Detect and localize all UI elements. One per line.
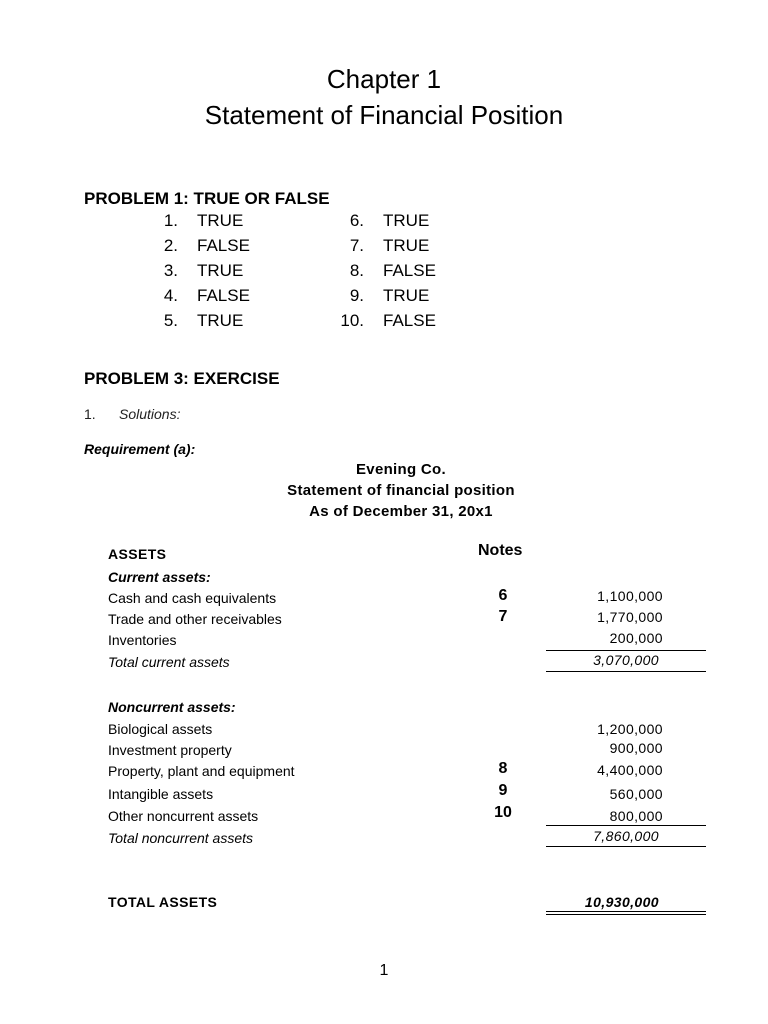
double-underline-top xyxy=(546,911,706,912)
line-item-label: Cash and cash equivalents xyxy=(108,590,277,606)
line-item-label: Trade and other receivables xyxy=(108,611,282,627)
total-rule xyxy=(546,846,706,847)
answer-value: TRUE xyxy=(197,311,244,330)
problem3-heading: PROBLEM 3: EXERCISE xyxy=(84,369,280,388)
line-item-label: Other noncurrent assets xyxy=(108,808,259,824)
line-item-label: Inventories xyxy=(108,632,177,648)
solution-item-number: 1. xyxy=(84,406,96,422)
line-item-label: Property, plant and equipment xyxy=(108,763,295,779)
answer-number: 2. xyxy=(163,236,178,255)
line-item-label: Investment property xyxy=(108,742,232,758)
total-noncurrent-assets-label: Total noncurrent assets xyxy=(108,830,254,846)
line-item-amount: 560,000 xyxy=(609,786,663,802)
answer-value: FALSE xyxy=(383,261,436,280)
answer-value: FALSE xyxy=(197,236,250,255)
company-name: Evening Co. xyxy=(356,461,446,478)
line-item-amount: 200,000 xyxy=(609,630,663,646)
chapter-heading: Chapter 1 xyxy=(326,64,442,94)
subtotal-rule xyxy=(546,825,706,826)
answer-number: 7. xyxy=(349,236,364,255)
solutions-label: Solutions: xyxy=(119,406,181,422)
answer-value: TRUE xyxy=(383,236,430,255)
note-reference: 6 xyxy=(498,587,508,604)
page-number: 1 xyxy=(379,962,389,979)
answer-value: FALSE xyxy=(197,286,250,305)
problem1-heading: PROBLEM 1: TRUE OR FALSE xyxy=(84,189,330,208)
line-item-amount: 1,200,000 xyxy=(597,721,663,737)
answer-number: 4. xyxy=(163,286,178,305)
line-item-amount: 4,400,000 xyxy=(597,762,663,778)
line-item-amount: 800,000 xyxy=(609,808,663,824)
total-current-assets-amount: 3,070,000 xyxy=(593,652,659,668)
note-reference: 10 xyxy=(494,804,512,821)
note-reference: 8 xyxy=(498,760,508,777)
answer-value: TRUE xyxy=(383,211,430,230)
note-reference: 7 xyxy=(498,608,508,625)
subtotal-rule xyxy=(546,650,706,651)
noncurrent-assets-heading: Noncurrent assets: xyxy=(108,699,236,715)
current-assets-heading: Current assets: xyxy=(108,569,211,585)
note-reference: 9 xyxy=(498,782,508,799)
answer-number: 8. xyxy=(349,261,364,280)
total-rule xyxy=(546,671,706,672)
answer-number: 1. xyxy=(163,211,178,230)
answer-number: 3. xyxy=(163,261,178,280)
total-assets-amount: 10,930,000 xyxy=(584,894,659,910)
assets-heading: ASSETS xyxy=(108,546,167,562)
answer-number: 10. xyxy=(340,311,364,330)
statement-date: As of December 31, 20x1 xyxy=(309,503,493,520)
line-item-amount: 1,100,000 xyxy=(597,588,663,604)
line-item-label: Biological assets xyxy=(108,721,213,737)
line-item-label: Intangible assets xyxy=(108,786,214,802)
answer-value: TRUE xyxy=(197,261,244,280)
statement-name: Statement of financial position xyxy=(287,482,515,499)
answer-value: TRUE xyxy=(383,286,430,305)
answer-number: 5. xyxy=(163,311,178,330)
line-item-amount: 1,770,000 xyxy=(597,609,663,625)
answer-number: 6. xyxy=(349,211,364,230)
total-noncurrent-assets-amount: 7,860,000 xyxy=(593,828,659,844)
answer-number: 9. xyxy=(349,286,364,305)
answer-value: FALSE xyxy=(383,311,436,330)
line-item-amount: 900,000 xyxy=(609,740,663,756)
total-current-assets-label: Total current assets xyxy=(108,654,230,670)
answer-value: TRUE xyxy=(197,211,244,230)
requirement-label: Requirement (a): xyxy=(84,441,196,457)
page-title: Statement of Financial Position xyxy=(204,100,564,130)
total-assets-label: TOTAL ASSETS xyxy=(108,894,218,910)
double-underline-bottom xyxy=(546,914,706,915)
notes-heading: Notes xyxy=(478,542,523,559)
